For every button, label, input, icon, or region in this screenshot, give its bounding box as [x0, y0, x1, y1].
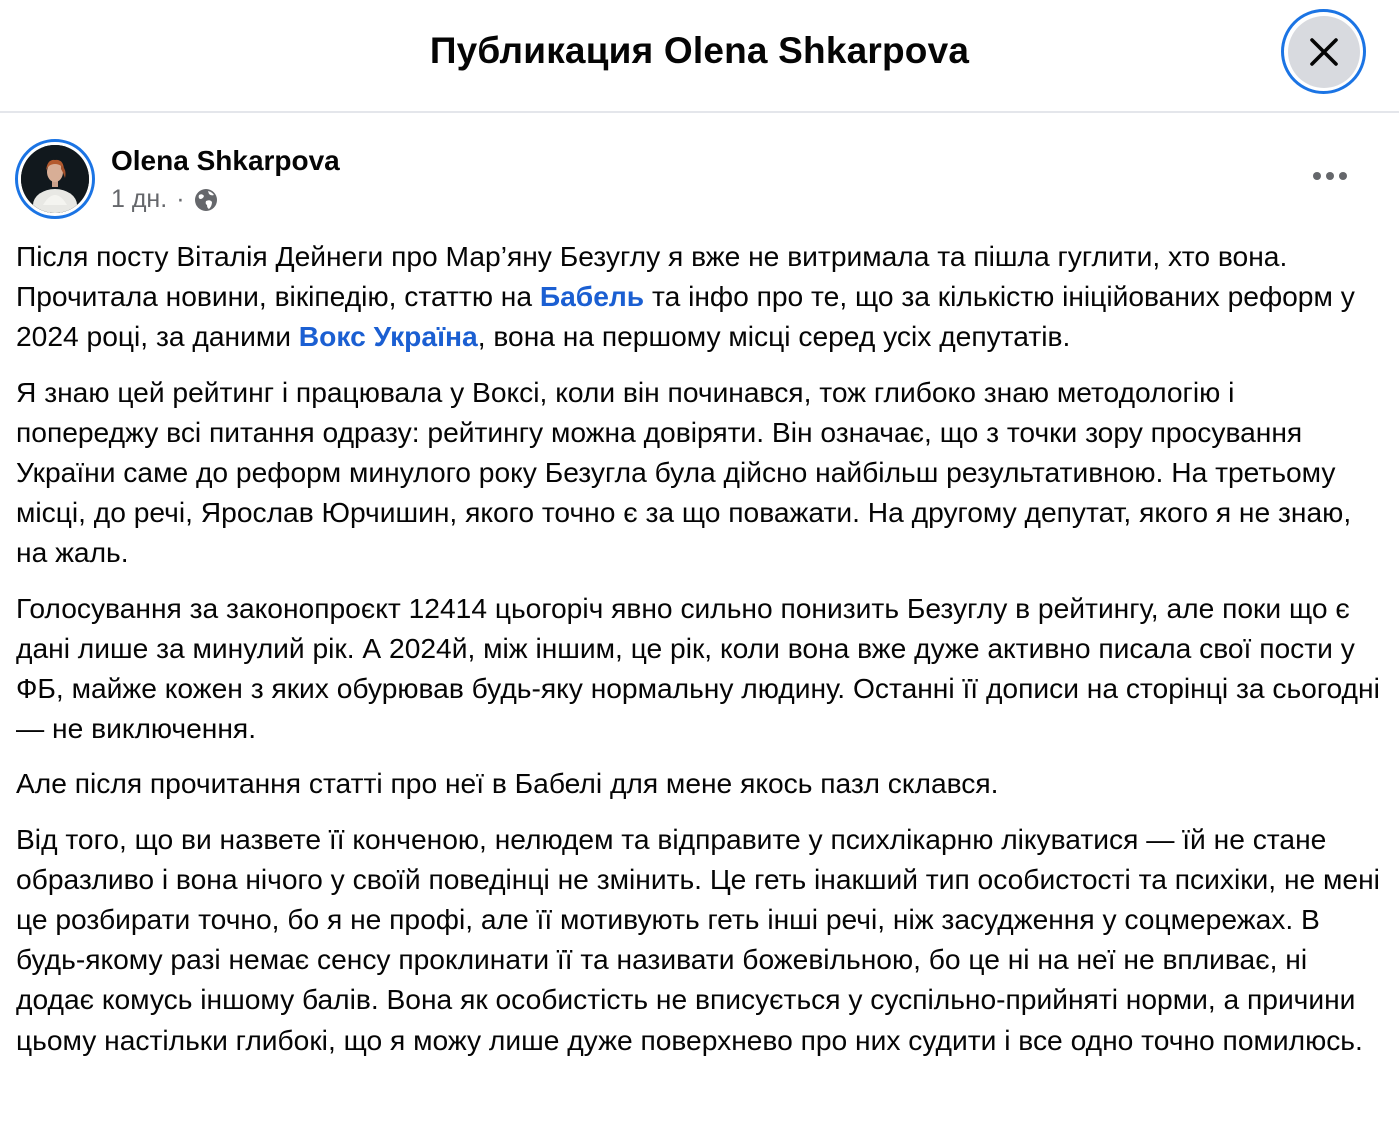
post-paragraph: Але після прочитання статті про неї в Бабелі для мене якось пазл склався. — [16, 767, 999, 800]
post-paragraph: Я знаю цей рейтинг і працювала у Воксі, коли він починався, тож глибоко знаю методологію і попереджу всі питання одразу: рейтингу можна довіряти. Він означає, що з точки зору просування України саме до реформ минулого року Безугла була дійсно найбільш результативною. На третьому місці, до речі, Ярослав Юрчишин, якого точно є за що поважати. На другому депутат, якого я не знаю, на жаль. — [16, 375, 1352, 569]
link-babel[interactable]: Бабель — [539, 280, 645, 313]
post-text — [16, 236, 1381, 1075]
paragraph-text: , вона на першому місці серед усіх депутатів. — [477, 320, 1071, 353]
more-options-icon — [1312, 171, 1348, 181]
author-name[interactable]: Olena Shkarpova — [111, 145, 340, 176]
close-button-inner[interactable] — [1288, 16, 1360, 88]
post-paragraph — [16, 236, 1381, 357]
globe-icon[interactable] — [194, 188, 218, 212]
modal-title: Публикация Olena Shkarpova — [429, 30, 970, 71]
post-timestamp[interactable]: 1 дн. — [111, 185, 168, 213]
more-options-button[interactable] — [1306, 161, 1354, 191]
avatar-button[interactable] — [15, 139, 95, 219]
meta-separator: · — [176, 185, 185, 213]
avatar-photo — [21, 145, 89, 213]
link-vox-ukraine[interactable]: Вокс Україна — [298, 320, 478, 353]
close-icon — [1308, 36, 1340, 68]
post-paragraph: Голосування за законопроєкт 12414 цьогоріч явно сильно понизить Безуглу в рейтингу, але поки що є дані лише за минулий рік. А 2024й, між іншим, це рік, коли вона вже дуже активно писала свої пости у ФБ, майже кожен з яких обурював будь-яку нормальну людину. Останні її дописи на сторінці за сьогодні — не виключення. — [16, 591, 1380, 745]
paragraph-text: Після посту Віталія Дейнеги про Мар’яну Безуглу я вже не витримала та пішла гуглити, хто вона. Прочитала новини, вікіпедію, статтю на — [16, 240, 1288, 313]
post-meta — [111, 185, 218, 214]
modal-header — [0, 0, 1399, 113]
close-button[interactable] — [1281, 9, 1366, 94]
paragraph-text: та інфо про те, що за кількістю ініційованих реформ у 2024 році, за даними — [16, 280, 1355, 353]
post-header — [0, 115, 1399, 225]
avatar — [21, 145, 89, 213]
post-paragraph: Від того, що ви назвете її конченою, нелюдем та відправите у психлікарню лікуватися — їй не стане образливо і вона нічого у своїй поведінці не змінить. Це геть інакший тип особистості та психіки, не мені це розбирати точно, бо я не профі, але її мотивують геть інші речі, ніж засудження у соцмережах. В будь-якому разі немає сенсу проклинати її та називати божевільною, бо це ні на неї не впливає, ні додає комусь іншому балів. Вона як особистість не вписується у суспільно-прийняті норми, а причини цьому настільки глибокі, що я можу лише дуже поверхнево про них судити і все одно точно помилюсь. — [16, 822, 1380, 1056]
